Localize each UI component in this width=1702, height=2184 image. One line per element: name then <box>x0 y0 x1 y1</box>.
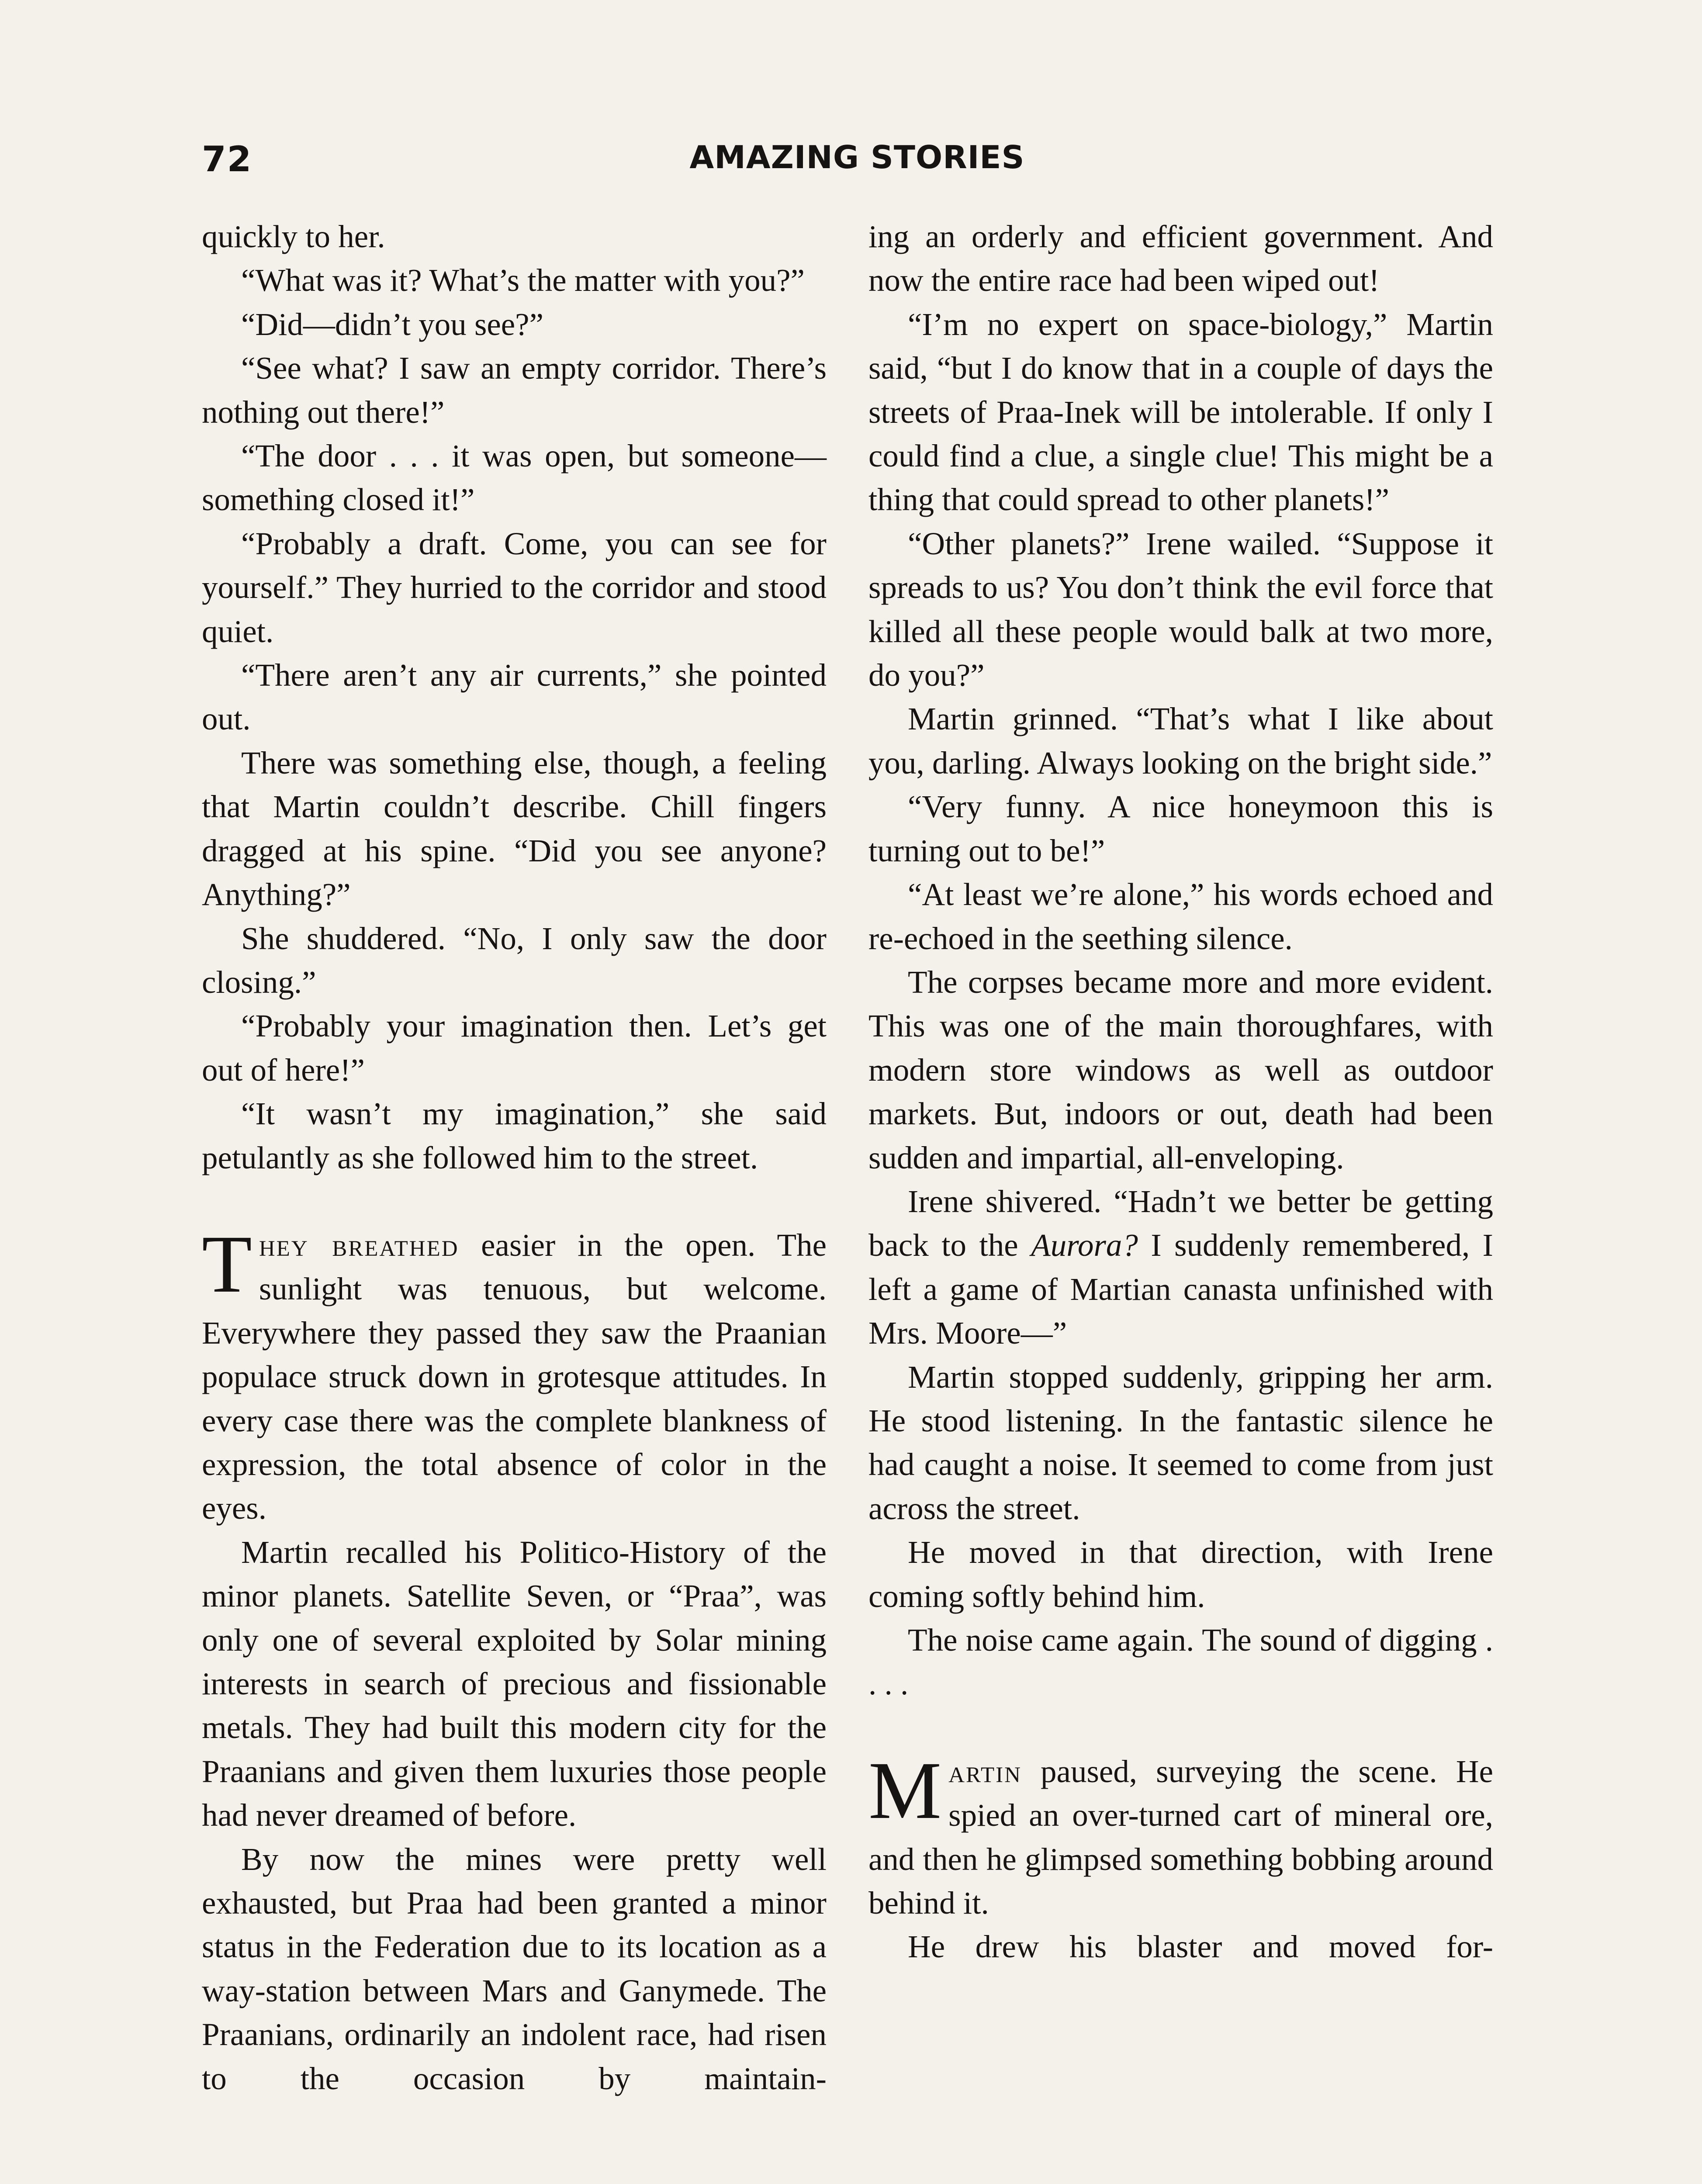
page-header <box>202 139 1512 187</box>
paragraph: “What was it? What’s the matter with you?” <box>241 263 805 298</box>
running-head: AMAZING STORIES <box>689 139 1025 176</box>
paragraph: “There aren’t any air currents,” she pointed out. <box>202 657 827 737</box>
section-break <box>868 1706 1493 1750</box>
paragraph: Martin stopped suddenly, gripping her arm. He stood listening. In the fantastic silence he had caught a noise. It seemed to come from just across the street. <box>868 1359 1493 1526</box>
right-column <box>868 215 1493 1969</box>
drop-cap: T <box>202 1218 252 1310</box>
ship-name: Aurora? <box>1031 1227 1138 1263</box>
paragraph-text: I suddenly remembered, I left a game of Martian canasta unfinished with Mrs. Moore—” <box>868 1227 1493 1351</box>
paragraph: The noise came again. The sound of digging . . . . <box>868 1622 1493 1702</box>
paragraph: By now the mines were pretty well exhausted, but Praa had been granted a minor status in the Federation due to its location as a way-station between Mars and Ganymede. The Praanians, ordinarily an indolent race, had risen to the occasion by maintain- <box>202 1841 827 2096</box>
paragraph: Martin grinned. “That’s what I like about you, darling. Always looking on the bright side.” <box>868 701 1493 781</box>
paragraph: “The door . . . it was open, but someone—something closed it!” <box>202 438 827 518</box>
paragraph-text: easier in the open. The sunlight was tenuous, but welcome. Everywhere they passed they saw the Praanian populace struck down in grotesque attitudes. In every case there was the complete blankness of expression, the total absence of color in the eyes. <box>202 1227 827 1526</box>
paragraph: She shuddered. “No, I only saw the door closing.” <box>202 920 827 1000</box>
left-column <box>202 215 827 2101</box>
paragraph: “At least we’re alone,” his words echoed and re-echoed in the seething silence. <box>868 877 1493 956</box>
section-opening-paragraph <box>202 1218 827 1531</box>
paragraph: The corpses became more and more evident. This was one of the main thoroughfares, with modern store windows as well as outdoor markets. But, indoors or out, death had been sudden and impartial, all-enveloping. <box>868 964 1493 1175</box>
paragraph: quickly to her. <box>202 219 385 254</box>
paragraph: “Other planets?” Irene wailed. “Suppose it spreads to us? You don’t think the evil force that killed all these people would balk at two more, do you?” <box>868 525 1493 693</box>
paragraph: He moved in that direction, with Irene coming softly behind him. <box>868 1534 1493 1614</box>
paragraph: Martin recalled his Politico-History of the minor planets. Satellite Seven, or “Praa”, was only one of several exploited by Solar mining interests in search of precious and fissionable metals. They had built this modern city for the Praanians and given them luxuries those people had never dreamed of before. <box>202 1534 827 1833</box>
paragraph: He drew his blaster and moved for- <box>908 1929 1493 1965</box>
section-break <box>202 1180 827 1223</box>
paragraph: ing an orderly and efficient government. And now the entire race had been wiped out! <box>868 219 1493 298</box>
paragraph: “Probably a draft. Come, you can see for yourself.” They hurried to the corridor and stood quiet. <box>202 525 827 649</box>
paragraph: There was something else, though, a feeling that Martin couldn’t describe. Chill fingers dragged at his spine. “Did you see anyone? Anything?” <box>202 745 827 912</box>
page-number: 72 <box>202 139 253 180</box>
paragraph: “See what? I saw an empty corridor. There’s nothing out there!” <box>202 350 827 430</box>
paragraph-text: paused, surveying the scene. He spied an over-turned cart of mineral ore, and then he glimpsed something bobbing around behind it. <box>868 1753 1493 1921</box>
paragraph <box>868 1180 1493 1355</box>
drop-cap: M <box>868 1744 942 1836</box>
paragraph: “Probably your imagination then. Let’s get out of here!” <box>202 1008 827 1088</box>
small-caps-lead: hey breathed <box>259 1227 459 1263</box>
small-caps-lead: artin <box>948 1753 1022 1789</box>
paragraph: “Very funny. A nice honeymoon this is turning out to be!” <box>868 789 1493 868</box>
paragraph: “I’m no expert on space-biology,” Martin said, “but I do know that in a couple of days the streets of Praa-Inek will be intolerable. If only I could find a clue, a single clue! This might be a thing that could spread to other planets!” <box>868 306 1493 518</box>
paragraph: “Did—didn’t you see?” <box>241 306 543 342</box>
paragraph-text: Irene shivered. “Hadn’t we better be getting back to the <box>868 1183 1493 1263</box>
section-opening-paragraph <box>868 1744 1493 1925</box>
paragraph: “It wasn’t my imagination,” she said petulantly as she followed him to the street. <box>202 1096 827 1175</box>
